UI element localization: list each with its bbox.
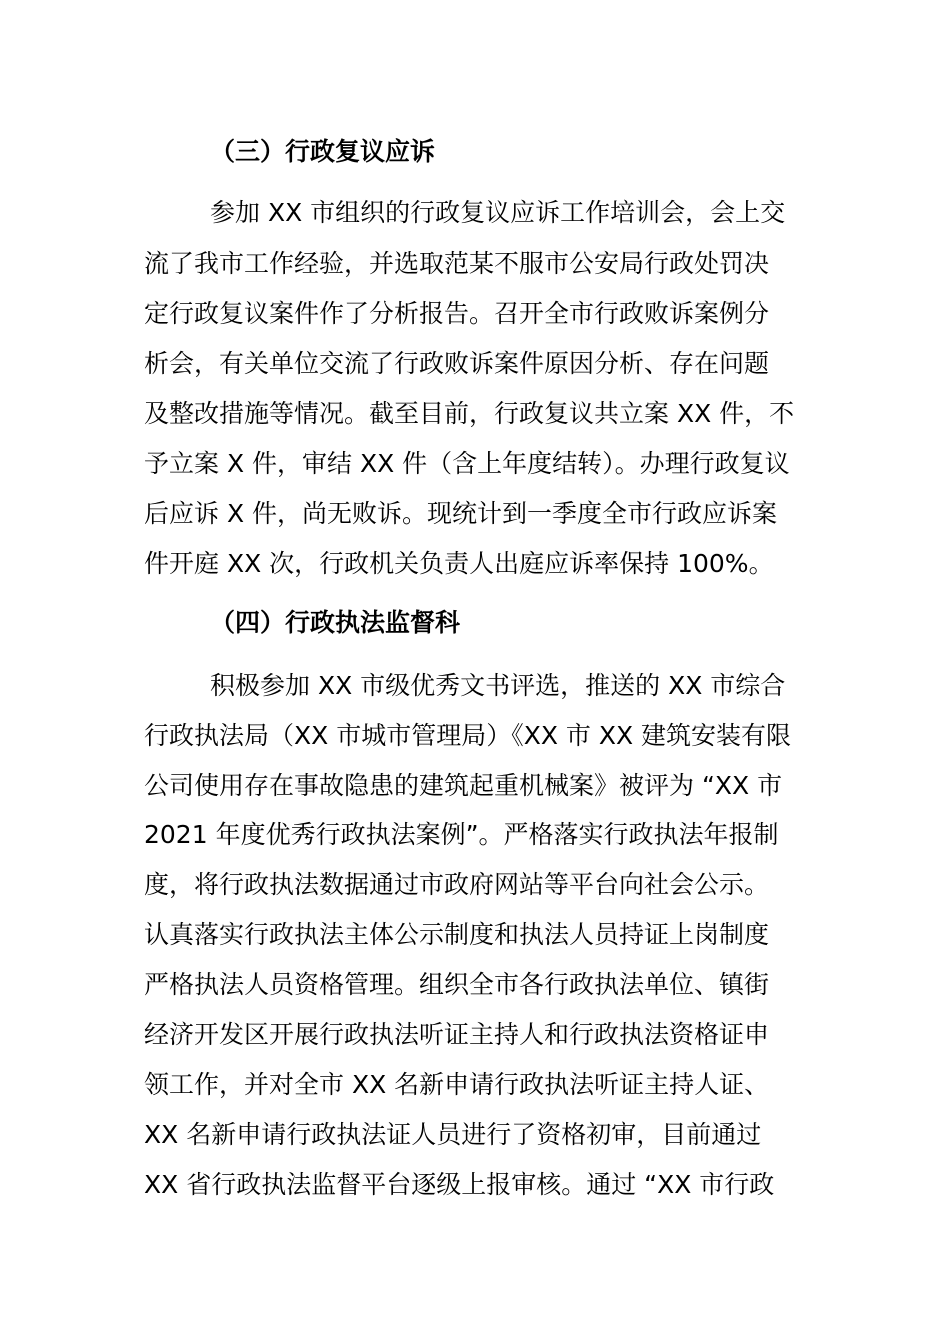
paragraph-line: 积极参加 XX 市级优秀文书评选，推送的 XX 市综合 xyxy=(210,671,786,700)
paragraph-line: 件开庭 XX 次，行政机关负责人出庭应诉率保持 100%。 xyxy=(144,549,774,578)
paragraph-line: 定行政复议案件作了分析报告。召开全市行政败诉案例分 xyxy=(144,299,770,328)
paragraph-line: 参加 XX 市组织的行政复议应诉工作培训会，会上交 xyxy=(210,198,786,227)
paragraph-line: 2021 年度优秀行政执法案例”。严格落实行政执法年报制 xyxy=(144,820,779,849)
paragraph-line: XX 名新申请行政执法证人员进行了资格初审，目前通过 xyxy=(144,1120,762,1149)
paragraph-line: 认真落实行政执法主体公示制度和执法人员持证上岗制度 xyxy=(144,920,770,949)
paragraph-line: 严格执法人员资格管理。组织全市各行政执法单位、镇街 xyxy=(144,970,770,999)
paragraph-line: 析会，有关单位交流了行政败诉案件原因分析、存在问题 xyxy=(144,349,770,378)
paragraph-line: 予立案 X 件，审结 XX 件（含上年度结转）。办理行政复议 xyxy=(144,449,790,478)
paragraph-line: 流了我市工作经验，并选取范某不服市公安局行政处罚决 xyxy=(144,249,770,278)
paragraph-line: 行政执法局（XX 市城市管理局）《XX 市 XX 建筑安装有限 xyxy=(144,721,792,750)
paragraph-line: XX 省行政执法监督平台逐级上报审核。通过 “XX 市行政 xyxy=(144,1170,775,1199)
paragraph-line: 公司使用存在事故隐患的建筑起重机械案》被评为 “XX 市 xyxy=(144,771,783,800)
paragraph-line: 及整改措施等情况。截至目前，行政复议共立案 XX 件，不 xyxy=(144,399,795,428)
section-heading-administrative-review: （三）行政复议应诉 xyxy=(210,137,436,166)
paragraph-line: 度，将行政执法数据通过市政府网站等平台向社会公示。 xyxy=(144,870,770,899)
section-heading-enforcement-supervision: （四）行政执法监督科 xyxy=(210,608,461,637)
paragraph-line: 后应诉 X 件，尚无败诉。现统计到一季度全市行政应诉案 xyxy=(144,499,778,528)
paragraph-line: 经济开发区开展行政执法听证主持人和行政执法资格证申 xyxy=(144,1020,770,1049)
paragraph-line: 领工作，并对全市 XX 名新申请行政执法听证主持人证、 xyxy=(144,1070,770,1099)
